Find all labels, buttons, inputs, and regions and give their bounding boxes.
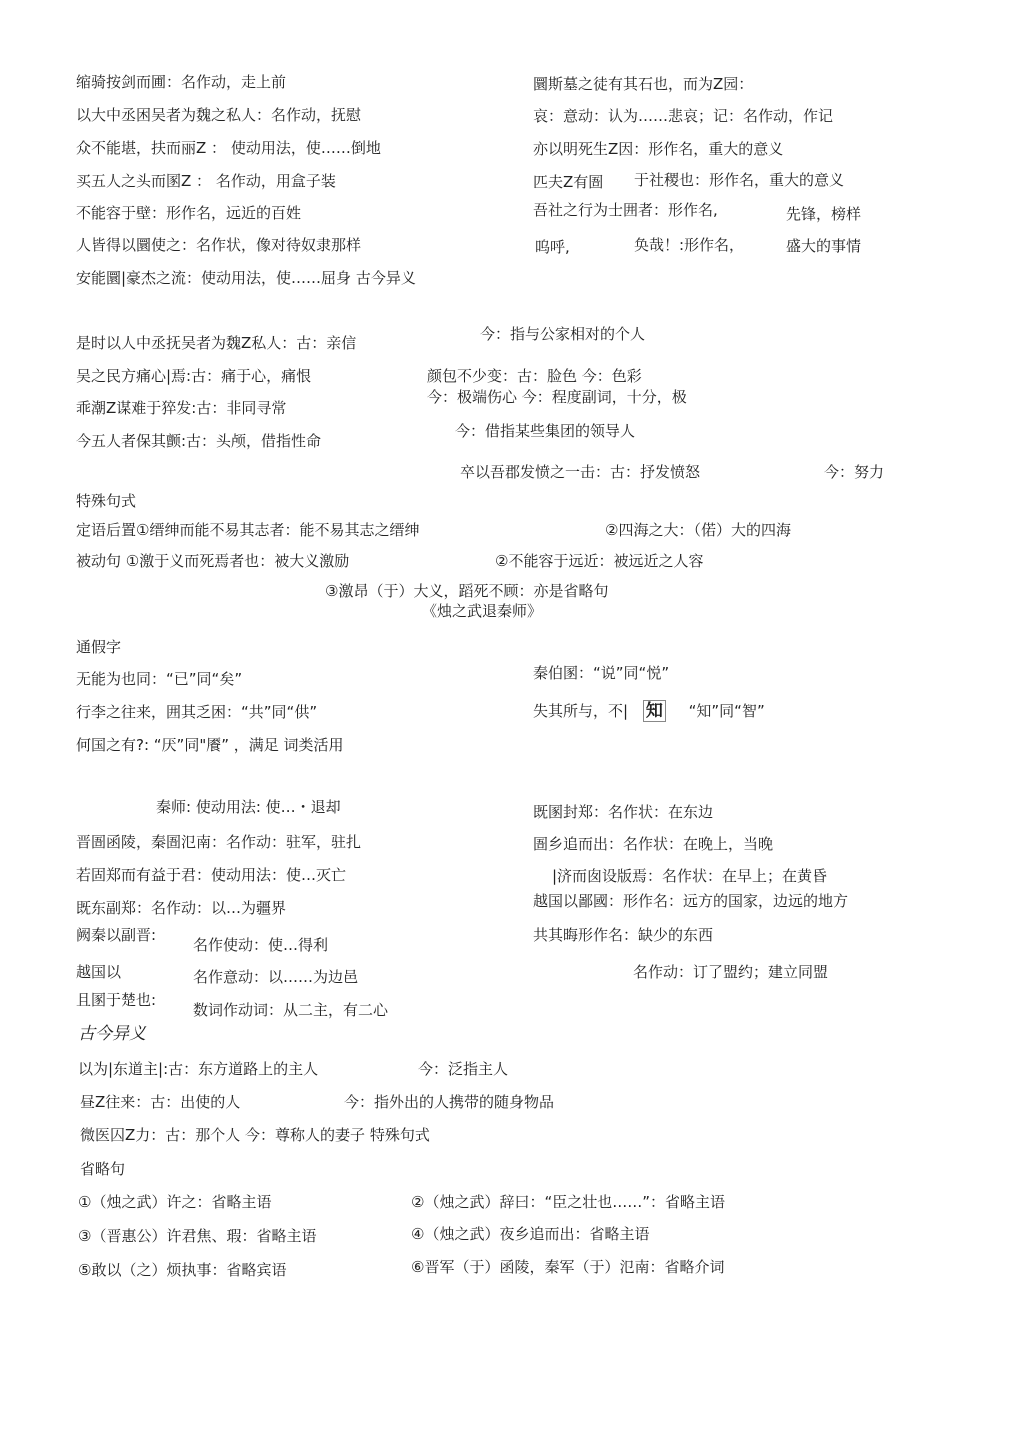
note-line: 名作动：订了盟约；建立同盟 xyxy=(633,963,829,981)
note-line: 卒以吾郡发愤之一击：古：抒发愤怒 xyxy=(460,463,701,481)
note-line: 名作意动：以……为边邑 xyxy=(193,968,359,986)
note-line: 亦以明死生Z因：形作名，重大的意义 xyxy=(533,140,784,158)
note-line: 不能容于壁：形作名，远近的百姓 xyxy=(76,204,302,222)
note-line: 呜呼, xyxy=(535,238,570,256)
note-line: 共其晦形作名：缺少的东西 xyxy=(533,926,714,944)
note-line: |济而囱设版焉：名作状：在早上；在黄昏 xyxy=(552,867,828,885)
note-line: 于社稷也：形作名，重大的意义 xyxy=(634,171,845,189)
note-line: 行李之往来，囲其乏困：“共”同“供” xyxy=(76,703,318,721)
note-line: ②（烛之武）辞曰：“臣之壮也……”：省略主语 xyxy=(411,1193,725,1211)
lesson-title: 《烛之武退秦师》 xyxy=(422,602,543,620)
note-line: ②不能容于远近：被远近之人容 xyxy=(495,552,704,570)
note-line: 今：指外出的人携带的随身物品 xyxy=(344,1093,555,1111)
note-text: 失其所与，不| xyxy=(533,702,629,720)
note-line: 名作使动：使…得利 xyxy=(193,936,329,954)
note-line: 今：极端伤心 今：程度副词，十分，极 xyxy=(427,388,687,406)
note-line: 今：努力 xyxy=(824,463,885,481)
note-line xyxy=(533,701,765,721)
note-line: 众不能堪，扶而丽Z ： 使动用法，使……倒地 xyxy=(76,139,381,157)
note-line: 先锋，榜样 xyxy=(786,205,862,223)
note-line: 越国以 xyxy=(76,963,122,981)
note-line: 奂哉！:形作名， xyxy=(634,236,745,254)
section-heading: 省略句 xyxy=(80,1160,126,1178)
note-line: 今：借指某些集团的领导人 xyxy=(455,422,636,440)
note-line: 若固郑而有益于君：使动用法：使…灭亡 xyxy=(76,866,347,884)
note-line: 被动句 ①激于义而死焉者也：被大义激励 xyxy=(76,552,350,570)
note-line: 哀：意动：认为……悲哀；记：名作动，作记 xyxy=(533,107,834,125)
section-heading: 特殊句式 xyxy=(76,492,137,510)
note-line: 颜包不少变：古：脸色 今：色彩 xyxy=(427,367,642,385)
note-line: ⑥晋军（于）函陵，秦军（于）氾南：省略介词 xyxy=(411,1258,725,1276)
note-line: ④（烛之武）夜乡追而出：省略主语 xyxy=(411,1225,650,1243)
section-heading: 通假字 xyxy=(76,638,122,656)
note-line: ②四海之大：（偌）大的四海 xyxy=(605,521,791,539)
note-line: 圜斯墓之徒有其石也，而为Z园： xyxy=(533,75,754,93)
note-line: 数词作动词：从二主，有二心 xyxy=(193,1001,389,1019)
note-line: 定语后置①缙绅而能不易其志者：能不易其志之缙绅 xyxy=(76,521,420,539)
note-line: ⑤敢以（之）烦执事：省略宾语 xyxy=(78,1261,287,1279)
note-line: 晋圄函陵，秦圄氾南：名作动：驻军，驻扎 xyxy=(76,833,362,851)
note-line: 是时以人中丞抚吴者为魏Z私人：古：亲信 xyxy=(76,334,357,352)
note-line: 吴之民方痛心|焉:古：痛于心，痛恨 xyxy=(76,367,312,385)
note-line: 吾社之行为士囲者：形作名, xyxy=(533,201,718,219)
note-line: 既东副郑：名作动：以…为疆界 xyxy=(76,899,287,917)
section-heading: 古今异义 xyxy=(78,1024,146,1044)
note-line: ③（晋惠公）许君焦、瑕：省略主语 xyxy=(78,1227,317,1245)
note-line: 秦师: 使动用法: 使…・退却 xyxy=(156,798,341,816)
note-line: 无能为也同：“已”同“矣” xyxy=(76,670,243,688)
note-line: 阙秦以副晋: xyxy=(76,926,157,944)
note-line: 以大中丞困吴者为魏之私人：名作动，抚慰 xyxy=(76,106,362,124)
note-line: 既圂封郑：名作状：在东边 xyxy=(533,803,714,821)
note-line: 盛大的事情 xyxy=(786,237,862,255)
boxed-character: 知 xyxy=(643,700,666,722)
note-line: 人皆得以圜使之：名作状，像对待奴隶那样 xyxy=(76,236,362,254)
note-line: 以为|东道主|:古：东方道路上的主人 xyxy=(78,1060,319,1078)
note-line: 乖潮Z谋难于猝发:古：非同寻常 xyxy=(76,399,287,417)
note-line: 匹夫Z有圄 xyxy=(533,173,604,191)
note-line: 越国以鄙國：形作名：远方的国家，边远的地方 xyxy=(533,892,849,910)
note-line: 今：泛指主人 xyxy=(418,1060,509,1078)
note-line: 安能圜|豪杰之流：使动用法，使……屈身 古今异义 xyxy=(76,269,416,287)
note-line: 缩骑按剑而圃：名作动，走上前 xyxy=(76,73,287,91)
note-line: 秦伯圂：“说”同“悦” xyxy=(533,664,670,682)
note-line: 买五人之头而圂Z ： 名作动，用盒子装 xyxy=(76,172,336,190)
note-line: 今五人者保其颤:古：头颅，借指性命 xyxy=(76,432,322,450)
note-line: ③激昂（于）大义，蹈死不顾：亦是省略句 xyxy=(325,582,609,600)
note-line: 微医囚Z力：古：那个人 今：尊称人的妻子 特殊句式 xyxy=(80,1126,430,1144)
note-line: 今：指与公家相对的个人 xyxy=(480,325,646,343)
note-line: 何国之有?: “厌”同"餍” ，满足 词类活用 xyxy=(76,736,344,754)
note-line: 且圂于楚也: xyxy=(76,991,157,1009)
note-line: 圄乡追而出：名作状：在晚上，当晚 xyxy=(533,835,774,853)
note-line: ①（烛之武）许之：省略主语 xyxy=(78,1193,272,1211)
note-text: “知”同“智” xyxy=(688,702,765,720)
note-line: 昼Z往来：古：出使的人 xyxy=(80,1093,241,1111)
